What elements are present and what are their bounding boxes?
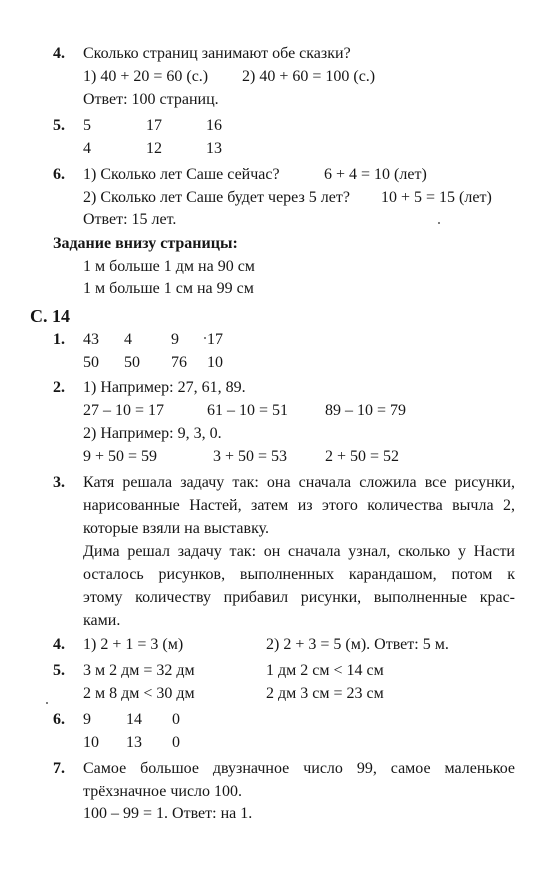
task-2-part-2: 2) Например: 9, 3, 0. xyxy=(83,425,222,442)
task-1-cell: 50 xyxy=(124,354,140,371)
task-5b-comparison: 2 дм 3 см = 23 см xyxy=(266,685,384,702)
task-6-number: 6. xyxy=(53,166,65,183)
task-7-line: Самое большое двузначное число 99, самое маленькое xyxy=(83,760,515,777)
task-4-step-1: 1) 40 + 20 = 60 (с.) xyxy=(83,68,209,85)
task-6b-cell: 0 xyxy=(172,711,180,728)
task-3-line: ками. xyxy=(83,612,121,629)
task-6b-cell: 13 xyxy=(126,734,142,751)
task-6b-cell: 10 xyxy=(83,734,99,751)
task-2-expression: 27 – 10 = 17 xyxy=(83,402,165,419)
task-1-cell: 10 xyxy=(207,354,223,371)
task-5b-number: 5. xyxy=(53,662,65,679)
task-3-line: которые взяли на выставку. xyxy=(83,520,270,537)
task-5-cell: 4 xyxy=(83,140,91,157)
task-5-cell: 17 xyxy=(146,117,162,134)
task-5-cell: 5 xyxy=(83,117,91,134)
task-6-expression-1: 6 + 4 = 10 (лет) xyxy=(324,166,427,183)
scan-speck xyxy=(438,222,440,224)
task-6-answer: Ответ: 15 лет. xyxy=(83,211,177,228)
task-1-cell: 9 xyxy=(171,331,179,348)
task-6b-cell: 0 xyxy=(172,734,180,751)
task-3-line: Дима решал задачу так: он сначала узнал, сколько у Насти xyxy=(83,543,515,560)
task-4-number: 4. xyxy=(53,45,65,62)
task-5b-comparison: 1 дм 2 см < 14 см xyxy=(266,662,384,679)
task-2-expression: 89 – 10 = 79 xyxy=(325,402,407,419)
bottom-task-line-2: 1 м больше 1 см на 99 см xyxy=(83,280,254,297)
task-4-answer: Ответ: 100 страниц. xyxy=(83,91,219,108)
task-2-part-1: 1) Например: 27, 61, 89. xyxy=(83,379,246,396)
task-5b-comparison: 2 м 8 дм < 30 дм xyxy=(83,685,195,702)
scan-speck xyxy=(204,337,206,339)
task-4-step-2: 2) 40 + 60 = 100 (с.) xyxy=(242,68,376,85)
task-3-line: этому количеству прибавил рисунки, выполненные крас- xyxy=(83,589,515,606)
task-7-line: 100 – 99 = 1. Ответ: на 1. xyxy=(83,805,253,822)
task-1-number: 1. xyxy=(53,331,65,348)
task-6-question-1: 1) Сколько лет Саше сейчас? xyxy=(83,166,280,183)
task-4b-number: 4. xyxy=(53,636,65,653)
task-4b-step-2: 2) 2 + 3 = 5 (м). Ответ: 5 м. xyxy=(266,636,449,653)
task-3-line: нарисованные Настей, затем из этого количества вычла 2, xyxy=(83,497,515,514)
task-1-cell: 76 xyxy=(171,354,187,371)
task-2-expression: 3 + 50 = 53 xyxy=(213,448,288,465)
task-7-line: трёхзначное число 100. xyxy=(83,783,243,800)
task-2-expression: 2 + 50 = 52 xyxy=(325,448,400,465)
task-3-number: 3. xyxy=(53,474,65,491)
bottom-task-heading: Задание внизу страницы: xyxy=(53,235,238,252)
task-3-line: осталось рисунков, выполненных карандашом, потом к xyxy=(83,566,515,583)
task-4b-step-1: 1) 2 + 1 = 3 (м) xyxy=(83,636,184,653)
scan-speck xyxy=(46,702,48,704)
task-1-cell: 43 xyxy=(83,331,99,348)
task-7-number: 7. xyxy=(53,760,65,777)
task-1-cell: 50 xyxy=(83,354,99,371)
task-6b-cell: 9 xyxy=(83,711,91,728)
section-heading: С. 14 xyxy=(30,306,70,326)
task-1-cell: 4 xyxy=(124,331,132,348)
task-1-cell: 17 xyxy=(207,331,223,348)
task-6b-cell: 14 xyxy=(126,711,142,728)
task-5-cell: 12 xyxy=(146,140,162,157)
task-2-number: 2. xyxy=(53,379,65,396)
task-5-cell: 13 xyxy=(206,140,222,157)
task-2-expression: 9 + 50 = 59 xyxy=(83,448,158,465)
task-6b-number: 6. xyxy=(53,711,65,728)
task-6-expression-2: 10 + 5 = 15 (лет) xyxy=(381,189,492,206)
task-3-line: Катя решала задачу так: она сначала сложила все рисунки, xyxy=(83,474,515,491)
task-5-number: 5. xyxy=(53,117,65,134)
task-5b-comparison: 3 м 2 дм = 32 дм xyxy=(83,662,195,679)
task-6-question-2: 2) Сколько лет Саше будет через 5 лет? xyxy=(83,189,350,206)
task-2-expression: 61 – 10 = 51 xyxy=(207,402,289,419)
bottom-task-line-1: 1 м больше 1 дм на 90 см xyxy=(83,258,255,275)
task-5-cell: 16 xyxy=(206,117,222,134)
task-4-question: Сколько страниц занимают обе сказки? xyxy=(83,45,351,62)
